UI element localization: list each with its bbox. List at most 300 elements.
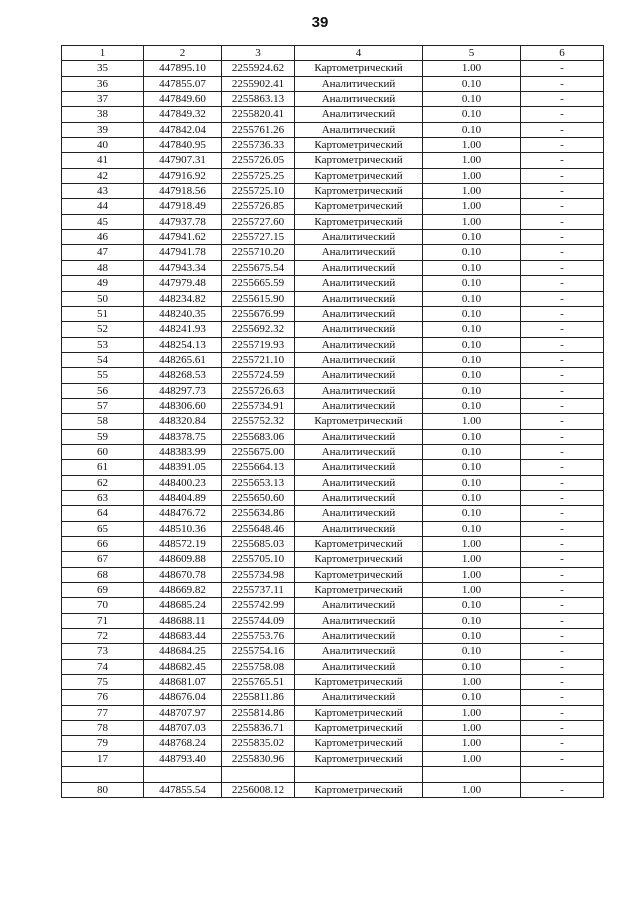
- table-cell: Аналитический: [295, 490, 423, 505]
- table-cell: 1.00: [423, 61, 521, 76]
- table-cell: 2255820.41: [222, 107, 295, 122]
- table-cell: 2256008.12: [222, 782, 295, 797]
- table-cell: 66: [62, 537, 144, 552]
- table-cell: 447918.56: [144, 184, 222, 199]
- table-row: [62, 767, 604, 782]
- table-cell: 2255734.91: [222, 398, 295, 413]
- table-cell: 0.10: [423, 690, 521, 705]
- table-cell: 448685.24: [144, 598, 222, 613]
- table-cell: 0.10: [423, 76, 521, 91]
- table-row: [62, 168, 604, 183]
- table-cell: 2255653.13: [222, 475, 295, 490]
- table-cell: 2255725.10: [222, 184, 295, 199]
- table-cell: -: [521, 567, 604, 582]
- table-cell: 71: [62, 613, 144, 628]
- table-cell: 0.10: [423, 276, 521, 291]
- table-body: [62, 46, 604, 798]
- table-row: [62, 122, 604, 137]
- table-cell: 2255736.33: [222, 138, 295, 153]
- table-cell: 73: [62, 644, 144, 659]
- table-cell: -: [521, 583, 604, 598]
- table-cell: -: [521, 138, 604, 153]
- table-row: [62, 230, 604, 245]
- table-cell: 2255863.13: [222, 92, 295, 107]
- table-cell: -: [521, 475, 604, 490]
- table-cell: Аналитический: [295, 521, 423, 536]
- table-cell: [521, 767, 604, 782]
- table-cell: 2255830.96: [222, 751, 295, 766]
- table-cell: 2255725.25: [222, 168, 295, 183]
- table-cell: 47: [62, 245, 144, 260]
- table-cell: Картометрический: [295, 736, 423, 751]
- table-row: [62, 184, 604, 199]
- table-cell: [222, 767, 295, 782]
- table-cell: 448684.25: [144, 644, 222, 659]
- table-cell: Картометрический: [295, 567, 423, 582]
- table-cell: 1.00: [423, 184, 521, 199]
- table-row: [62, 368, 604, 383]
- table-cell: 448707.03: [144, 721, 222, 736]
- table-cell: -: [521, 782, 604, 797]
- table-cell: -: [521, 690, 604, 705]
- table-cell: 38: [62, 107, 144, 122]
- table-cell: 46: [62, 230, 144, 245]
- table-cell: 72: [62, 629, 144, 644]
- table-cell: -: [521, 322, 604, 337]
- table-row: [62, 214, 604, 229]
- table-cell: -: [521, 644, 604, 659]
- table-cell: 45: [62, 214, 144, 229]
- table-row: [62, 521, 604, 536]
- table-cell: 40: [62, 138, 144, 153]
- table-cell: 1.00: [423, 705, 521, 720]
- table-cell: 448572.19: [144, 537, 222, 552]
- table-cell: 447849.60: [144, 92, 222, 107]
- table-cell: 0.10: [423, 306, 521, 321]
- table-cell: 448688.11: [144, 613, 222, 628]
- table-row: [62, 245, 604, 260]
- table-cell: 78: [62, 721, 144, 736]
- table-cell: 447895.10: [144, 61, 222, 76]
- table-row: [62, 629, 604, 644]
- table-cell: 448682.45: [144, 659, 222, 674]
- column-header: 6: [521, 46, 604, 61]
- table-cell: 1.00: [423, 552, 521, 567]
- table-cell: 2255814.86: [222, 705, 295, 720]
- table-cell: Картометрический: [295, 583, 423, 598]
- table-cell: 2255705.10: [222, 552, 295, 567]
- table-cell: 2255836.71: [222, 721, 295, 736]
- table-cell: -: [521, 721, 604, 736]
- table-cell: 447907.31: [144, 153, 222, 168]
- table-cell: 0.10: [423, 337, 521, 352]
- table-cell: Аналитический: [295, 352, 423, 367]
- table-cell: -: [521, 230, 604, 245]
- table-cell: Аналитический: [295, 644, 423, 659]
- table-row: [62, 92, 604, 107]
- table-cell: -: [521, 751, 604, 766]
- table-cell: 0.10: [423, 107, 521, 122]
- table-cell: 0.10: [423, 291, 521, 306]
- table-cell: 0.10: [423, 352, 521, 367]
- table-cell: 0.10: [423, 230, 521, 245]
- table-cell: -: [521, 184, 604, 199]
- table-row: [62, 751, 604, 766]
- table-row: [62, 705, 604, 720]
- table-cell: 56: [62, 383, 144, 398]
- table-cell: 76: [62, 690, 144, 705]
- table-cell: 0.10: [423, 613, 521, 628]
- table-cell: 2255726.85: [222, 199, 295, 214]
- table-cell: -: [521, 276, 604, 291]
- table-cell: 0.10: [423, 429, 521, 444]
- table-cell: 448669.82: [144, 583, 222, 598]
- table-cell: Аналитический: [295, 92, 423, 107]
- table-cell: 2255676.99: [222, 306, 295, 321]
- table-cell: -: [521, 444, 604, 459]
- table-cell: 2255924.62: [222, 61, 295, 76]
- table-cell: 2255744.09: [222, 613, 295, 628]
- table-cell: Аналитический: [295, 368, 423, 383]
- table-cell: [423, 767, 521, 782]
- table-cell: 447855.07: [144, 76, 222, 91]
- table-row: [62, 429, 604, 444]
- table-cell: 61: [62, 460, 144, 475]
- table-cell: 448234.82: [144, 291, 222, 306]
- table-cell: 0.10: [423, 368, 521, 383]
- column-header: 5: [423, 46, 521, 61]
- table-cell: 2255692.32: [222, 322, 295, 337]
- table-cell: 447979.48: [144, 276, 222, 291]
- table-cell: -: [521, 61, 604, 76]
- column-header: 4: [295, 46, 423, 61]
- table-cell: -: [521, 383, 604, 398]
- table-cell: -: [521, 521, 604, 536]
- table-cell: 447941.78: [144, 245, 222, 260]
- table-cell: Аналитический: [295, 383, 423, 398]
- table-cell: Аналитический: [295, 460, 423, 475]
- table-row: [62, 383, 604, 398]
- table-cell: Аналитический: [295, 245, 423, 260]
- table-cell: 0.10: [423, 398, 521, 413]
- table-cell: Картометрический: [295, 721, 423, 736]
- table-cell: -: [521, 352, 604, 367]
- column-header: 3: [222, 46, 295, 61]
- table-cell: -: [521, 552, 604, 567]
- table-cell: 448391.05: [144, 460, 222, 475]
- table-row: [62, 306, 604, 321]
- table-cell: 448670.78: [144, 567, 222, 582]
- table-cell: 70: [62, 598, 144, 613]
- table-cell: Картометрический: [295, 751, 423, 766]
- table-cell: Картометрический: [295, 214, 423, 229]
- table-row: [62, 291, 604, 306]
- table-cell: 2255634.86: [222, 506, 295, 521]
- table-cell: 2255902.41: [222, 76, 295, 91]
- table-cell: 448683.44: [144, 629, 222, 644]
- table-cell: Картометрический: [295, 168, 423, 183]
- table-cell: 2255724.59: [222, 368, 295, 383]
- table-cell: 68: [62, 567, 144, 582]
- table-row: [62, 460, 604, 475]
- table-cell: 57: [62, 398, 144, 413]
- table-cell: 2255710.20: [222, 245, 295, 260]
- table-cell: 80: [62, 782, 144, 797]
- table-cell: 41: [62, 153, 144, 168]
- table-cell: 2255665.59: [222, 276, 295, 291]
- table-cell: 1.00: [423, 537, 521, 552]
- table-cell: 0.10: [423, 644, 521, 659]
- table-cell: 448320.84: [144, 414, 222, 429]
- table-cell: 0.10: [423, 629, 521, 644]
- table-cell: 0.10: [423, 506, 521, 521]
- table-cell: 74: [62, 659, 144, 674]
- table-cell: Аналитический: [295, 598, 423, 613]
- table-cell: 448297.73: [144, 383, 222, 398]
- table-cell: 2255835.02: [222, 736, 295, 751]
- table-cell: 0.10: [423, 260, 521, 275]
- table-cell: 2255675.00: [222, 444, 295, 459]
- table-cell: -: [521, 337, 604, 352]
- table-cell: -: [521, 736, 604, 751]
- table-cell: -: [521, 705, 604, 720]
- table-cell: -: [521, 245, 604, 260]
- table-cell: Картометрический: [295, 782, 423, 797]
- table-cell: -: [521, 414, 604, 429]
- table-cell: -: [521, 429, 604, 444]
- table-cell: -: [521, 214, 604, 229]
- table-cell: 448681.07: [144, 675, 222, 690]
- table-cell: 0.10: [423, 521, 521, 536]
- table-cell: 63: [62, 490, 144, 505]
- table-cell: 448254.13: [144, 337, 222, 352]
- table-cell: 77: [62, 705, 144, 720]
- table-cell: Картометрический: [295, 675, 423, 690]
- table-cell: 0.10: [423, 598, 521, 613]
- table-cell: -: [521, 368, 604, 383]
- table-row: [62, 138, 604, 153]
- table-cell: -: [521, 490, 604, 505]
- table-cell: 17: [62, 751, 144, 766]
- table-cell: Аналитический: [295, 613, 423, 628]
- table-cell: 448268.53: [144, 368, 222, 383]
- table-cell: 447916.92: [144, 168, 222, 183]
- table-cell: -: [521, 537, 604, 552]
- table-cell: 67: [62, 552, 144, 567]
- table-cell: -: [521, 291, 604, 306]
- table-cell: 1.00: [423, 675, 521, 690]
- table-cell: 448793.40: [144, 751, 222, 766]
- table-row: [62, 414, 604, 429]
- table-cell: 69: [62, 583, 144, 598]
- table-cell: -: [521, 153, 604, 168]
- table-cell: 2255721.10: [222, 352, 295, 367]
- table-cell: Картометрический: [295, 199, 423, 214]
- table-cell: 447943.34: [144, 260, 222, 275]
- table-row: [62, 721, 604, 736]
- table-cell: 49: [62, 276, 144, 291]
- table-cell: Аналитический: [295, 306, 423, 321]
- table-row: [62, 583, 604, 598]
- table-cell: Аналитический: [295, 76, 423, 91]
- table-cell: 48: [62, 260, 144, 275]
- table-cell: 0.10: [423, 122, 521, 137]
- table-cell: 1.00: [423, 414, 521, 429]
- table-cell: 1.00: [423, 214, 521, 229]
- table-cell: 1.00: [423, 721, 521, 736]
- table-cell: 0.10: [423, 383, 521, 398]
- table-cell: 51: [62, 306, 144, 321]
- table-cell: 1.00: [423, 751, 521, 766]
- table-cell: 447855.54: [144, 782, 222, 797]
- table-cell: 2255754.16: [222, 644, 295, 659]
- table-row: [62, 61, 604, 76]
- table-cell: 1.00: [423, 153, 521, 168]
- table-cell: Картометрический: [295, 705, 423, 720]
- table-cell: Аналитический: [295, 444, 423, 459]
- table-cell: -: [521, 613, 604, 628]
- table-cell: -: [521, 598, 604, 613]
- table-cell: -: [521, 306, 604, 321]
- table-cell: Картометрический: [295, 184, 423, 199]
- table-cell: 53: [62, 337, 144, 352]
- table-cell: Аналитический: [295, 337, 423, 352]
- table-cell: 43: [62, 184, 144, 199]
- table-cell: [62, 767, 144, 782]
- table-cell: 59: [62, 429, 144, 444]
- table-cell: 447840.95: [144, 138, 222, 153]
- table-cell: Аналитический: [295, 122, 423, 137]
- table-row: [62, 107, 604, 122]
- table-cell: 55: [62, 368, 144, 383]
- table-cell: 448676.04: [144, 690, 222, 705]
- table-row: [62, 76, 604, 91]
- table-cell: 1.00: [423, 782, 521, 797]
- table-cell: Картометрический: [295, 61, 423, 76]
- table-cell: 2255685.03: [222, 537, 295, 552]
- table-cell: 448707.97: [144, 705, 222, 720]
- table-cell: 75: [62, 675, 144, 690]
- table-cell: 79: [62, 736, 144, 751]
- table-cell: 60: [62, 444, 144, 459]
- table-cell: 2255719.93: [222, 337, 295, 352]
- table-cell: 2255683.06: [222, 429, 295, 444]
- table-cell: 42: [62, 168, 144, 183]
- table-cell: Аналитический: [295, 260, 423, 275]
- table-cell: -: [521, 107, 604, 122]
- table-cell: Аналитический: [295, 690, 423, 705]
- table-cell: Картометрический: [295, 537, 423, 552]
- table-cell: 2255727.60: [222, 214, 295, 229]
- table-cell: 448306.60: [144, 398, 222, 413]
- table-cell: Аналитический: [295, 506, 423, 521]
- table-cell: 2255761.26: [222, 122, 295, 137]
- table-cell: 2255675.54: [222, 260, 295, 275]
- table-row: [62, 506, 604, 521]
- table-cell: 1.00: [423, 583, 521, 598]
- table-cell: 447937.78: [144, 214, 222, 229]
- table-cell: Аналитический: [295, 398, 423, 413]
- table-cell: 2255811.86: [222, 690, 295, 705]
- table-row: [62, 352, 604, 367]
- table-row: [62, 552, 604, 567]
- table-row: [62, 537, 604, 552]
- table-row: [62, 337, 604, 352]
- table-cell: 37: [62, 92, 144, 107]
- table-cell: Аналитический: [295, 429, 423, 444]
- table-cell: 0.10: [423, 245, 521, 260]
- table-cell: 447849.32: [144, 107, 222, 122]
- table-row: [62, 675, 604, 690]
- table-cell: 1.00: [423, 736, 521, 751]
- table-row: [62, 659, 604, 674]
- table-cell: 54: [62, 352, 144, 367]
- table-row: [62, 153, 604, 168]
- table-cell: 2255648.46: [222, 521, 295, 536]
- coordinates-table: [61, 45, 604, 798]
- table-cell: 2255765.51: [222, 675, 295, 690]
- table-cell: Картометрический: [295, 153, 423, 168]
- table-cell: 0.10: [423, 659, 521, 674]
- table-row: [62, 598, 604, 613]
- table-cell: 0.10: [423, 444, 521, 459]
- table-cell: Картометрический: [295, 138, 423, 153]
- table-cell: 448476.72: [144, 506, 222, 521]
- table-cell: 0.10: [423, 475, 521, 490]
- table-cell: 2255737.11: [222, 583, 295, 598]
- table-cell: 2255758.08: [222, 659, 295, 674]
- table-cell: 35: [62, 61, 144, 76]
- table-cell: 2255734.98: [222, 567, 295, 582]
- page-number: 39: [311, 14, 329, 31]
- table-cell: -: [521, 659, 604, 674]
- table-row: [62, 475, 604, 490]
- table-cell: -: [521, 92, 604, 107]
- table-cell: 2255650.60: [222, 490, 295, 505]
- table-cell: Картометрический: [295, 552, 423, 567]
- table-cell: 447918.49: [144, 199, 222, 214]
- table-cell: 448378.75: [144, 429, 222, 444]
- table-cell: 1.00: [423, 138, 521, 153]
- table-row: [62, 398, 604, 413]
- table-cell: 448400.23: [144, 475, 222, 490]
- table-cell: 1.00: [423, 168, 521, 183]
- table-cell: 448404.89: [144, 490, 222, 505]
- table-cell: Аналитический: [295, 230, 423, 245]
- column-header: 2: [144, 46, 222, 61]
- table-cell: 2255742.99: [222, 598, 295, 613]
- table-cell: 448510.36: [144, 521, 222, 536]
- table-row: [62, 736, 604, 751]
- table-cell: Аналитический: [295, 276, 423, 291]
- table-cell: -: [521, 398, 604, 413]
- table-cell: -: [521, 199, 604, 214]
- table-cell: 36: [62, 76, 144, 91]
- table-cell: 0.10: [423, 460, 521, 475]
- table-cell: 2255664.13: [222, 460, 295, 475]
- table-cell: 2255615.90: [222, 291, 295, 306]
- table-cell: 2255752.32: [222, 414, 295, 429]
- table-cell: [144, 767, 222, 782]
- table-row: [62, 322, 604, 337]
- table-row: [62, 199, 604, 214]
- table-cell: Аналитический: [295, 475, 423, 490]
- table-cell: Аналитический: [295, 659, 423, 674]
- column-header: 1: [62, 46, 144, 61]
- table-cell: 447941.62: [144, 230, 222, 245]
- table-cell: 2255726.05: [222, 153, 295, 168]
- table-cell: 50: [62, 291, 144, 306]
